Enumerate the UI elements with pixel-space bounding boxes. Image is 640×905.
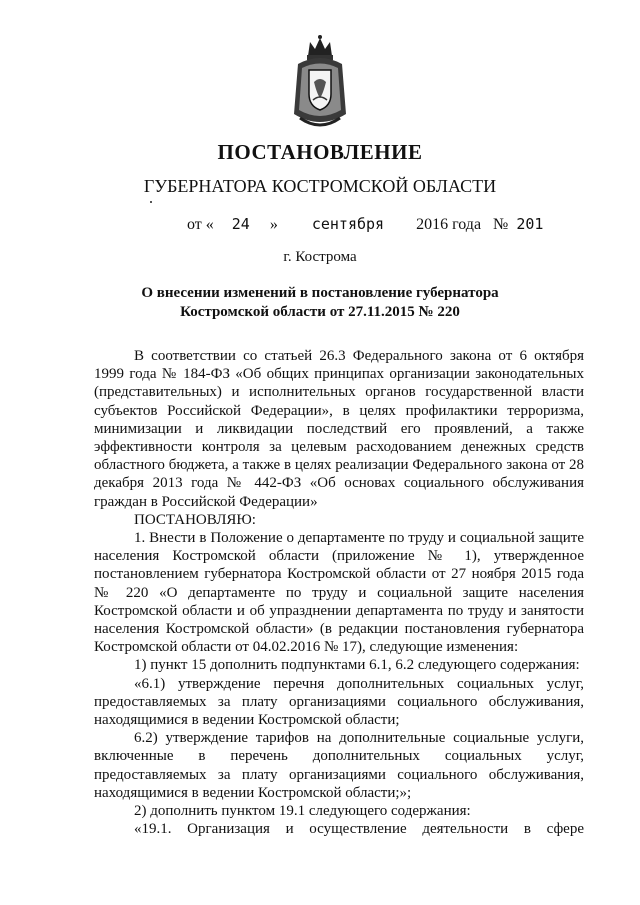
document-subtitle: ГУБЕРНАТОРА КОСТРОМСКОЙ ОБЛАСТИ	[143, 176, 497, 196]
city: г. Кострома	[283, 249, 357, 265]
paragraph-subitem-2: 2) дополнить пунктом 19.1 следующего содержания:	[134, 803, 471, 820]
number-sign: №	[493, 216, 509, 233]
document-body	[94, 347, 584, 838]
paragraph-6-2: 6.2) утверждение тарифов на дополнительные социальные услуги, включенные в перечень дополнительных социальных услуг, предоставляемых за плату организациями социального обслуживания, находящимися в ведении Костромской области;»;	[94, 730, 584, 801]
paragraph-decree: ПОСТАНОВЛЯЮ:	[134, 511, 256, 528]
document-number: 201	[516, 215, 544, 233]
paragraph-preamble: В соответствии со статьей 26.3 Федерального закона от 6 октября 1999 года № 184-ФЗ «Об общих принципах организации законодательных (представительных) и исполнительных органов государственной власти субъектов Российской Федерации», в целях профилактики терроризма, минимизации и ликвидации последствий его проявлений, а также эффективности контроля за целевым расходованием денежных средств областного бюджета, а также в целях реализации Федерального закона от 28 декабря 2013 года № 442-ФЗ «Об основах социального обслуживания граждан в Российской Федерации»	[94, 348, 584, 510]
date-year: 2016 года	[416, 216, 482, 233]
date-prefix: от «	[187, 216, 214, 233]
scan-speck	[150, 201, 152, 203]
paragraph-6-1: «6.1) утверждение перечня дополнительных социальных услуг, предоставляемых за плату организациями социального обслуживания, находящимися в ведении Костромской области;	[94, 675, 584, 729]
coat-of-arms-icon	[292, 34, 348, 134]
date-close-quote: »	[269, 216, 278, 233]
paragraph-19-1: «19.1. Организация и осуществление деятельности в сфере	[134, 821, 584, 838]
date-day: 24	[231, 215, 250, 233]
paragraph-subitem-1: 1) пункт 15 дополнить подпунктами 6.1, 6.2 следующего содержания:	[134, 657, 580, 674]
heading-line-2: Костромской области от 27.11.2015 № 220	[180, 304, 460, 320]
document-title: ПОСТАНОВЛЕНИЕ	[217, 140, 423, 164]
heading-line-1: О внесении изменений в постановление губернатора	[141, 285, 499, 301]
document-heading	[120, 284, 520, 322]
date-line	[187, 215, 543, 234]
date-month: сентября	[311, 215, 385, 233]
paragraph-item-1: 1. Внести в Положение о департаменте по труду и социальной защите населения Костромской области (приложение № 1), утвержденное постановлением губернатора Костромской области от 27 ноября 2015 года № 220 «О департаменте по труду и социальной защите населения Костромской области и об упразднении департамента по труду и занятости населения Костромской области» (в редакции постановления губернатора Костромской области от 04.02.2016 № 17), следующие изменения:	[94, 530, 584, 656]
